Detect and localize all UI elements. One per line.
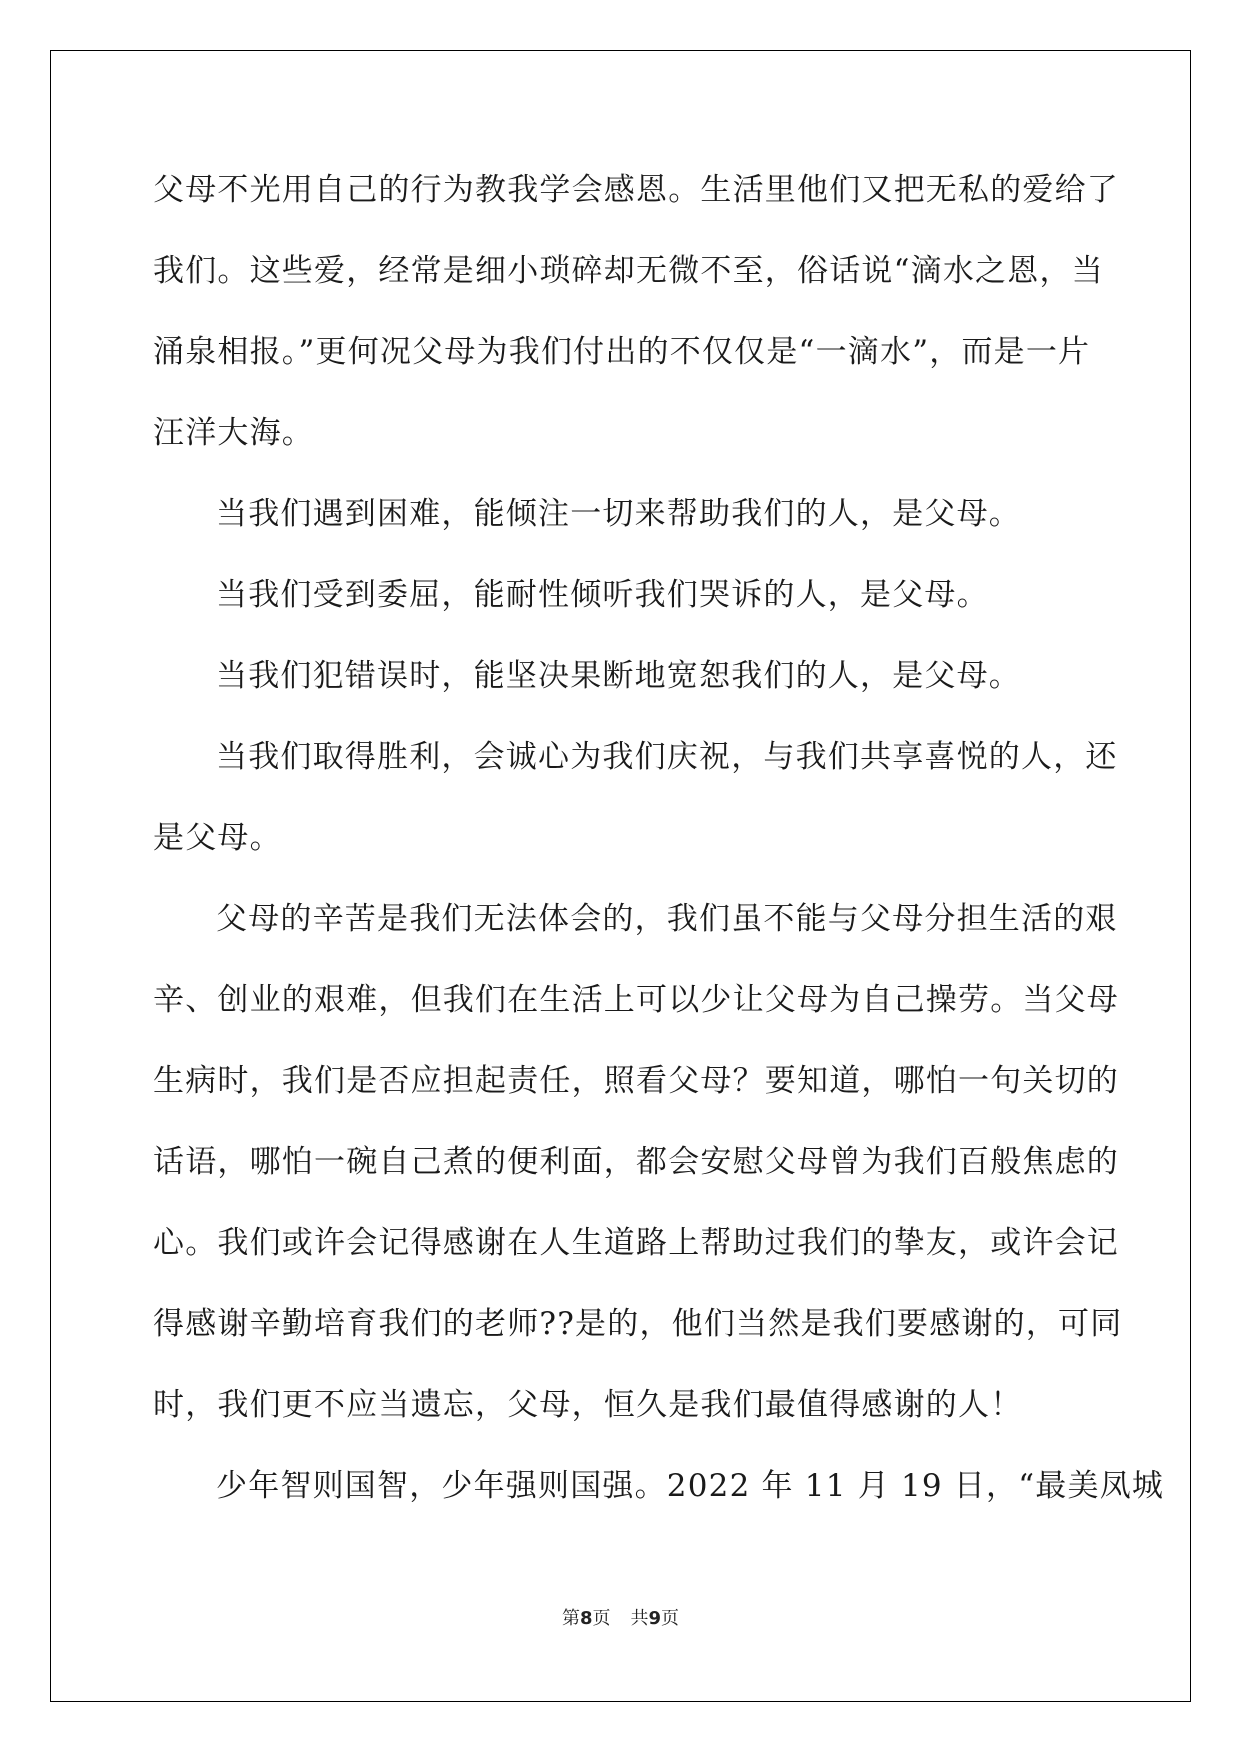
text-line: 心。我们或许会记得感谢在人生道路上帮助过我们的挚友，或许会记 [153, 1225, 1119, 1261]
text-line: 当我们犯错误时，能坚决果断地宽恕我们的人，是父母。 [216, 658, 1021, 694]
document-body [153, 150, 1165, 1527]
total-prefix: 共 [630, 1608, 649, 1629]
text-line: 汪洋大海。 [153, 415, 314, 451]
text-line: 涌泉相报。”更何况父母为我们付出的不仅仅是“一滴水”，而是一片 [153, 334, 1091, 370]
text-line: 话语，哪怕一碗自己煮的便利面，都会安慰父母曾为我们百般焦虑的 [153, 1144, 1119, 1180]
total-pages: 9 [648, 1608, 662, 1629]
page-suffix: 页 [592, 1608, 611, 1629]
text-line: 时，我们更不应当遗忘，父母，恒久是我们最值得感谢的人！ [153, 1387, 1023, 1423]
text-line: 当我们受到委屈，能耐性倾听我们哭诉的人，是父母。 [216, 577, 989, 613]
text-line: 得感谢辛勤培育我们的老师??是的，他们当然是我们要感谢的，可同 [153, 1306, 1123, 1342]
page-number: 8 [579, 1608, 593, 1629]
text-line: 父母不光用自己的行为教我学会感恩。生活里他们又把无私的爱给了 [153, 172, 1119, 208]
text-line: 父母的辛苦是我们无法体会的，我们虽不能与父母分担生活的艰 [216, 901, 1118, 937]
page-footer [0, 1604, 1241, 1630]
text-line: 辛、创业的艰难，但我们在生活上可以少让父母为自己操劳。当父母 [153, 982, 1119, 1018]
total-suffix: 页 [661, 1608, 680, 1629]
text-line: 少年智则国智，少年强则国强。2022 年 11 月 19 日，“最美凤城 [216, 1468, 1165, 1504]
text-line: 当我们取得胜利，会诚心为我们庆祝，与我们共享喜悦的人，还 [216, 739, 1118, 775]
text-line: 是父母。 [153, 820, 282, 856]
text-line: 我们。这些爱，经常是细小琐碎却无微不至，俗话说“滴水之恩，当 [153, 253, 1104, 289]
page-prefix: 第 [561, 1608, 580, 1629]
text-line: 当我们遇到困难，能倾注一切来帮助我们的人，是父母。 [216, 496, 1021, 532]
text-line: 生病时，我们是否应担起责任，照看父母？要知道，哪怕一句关切的 [153, 1063, 1119, 1099]
